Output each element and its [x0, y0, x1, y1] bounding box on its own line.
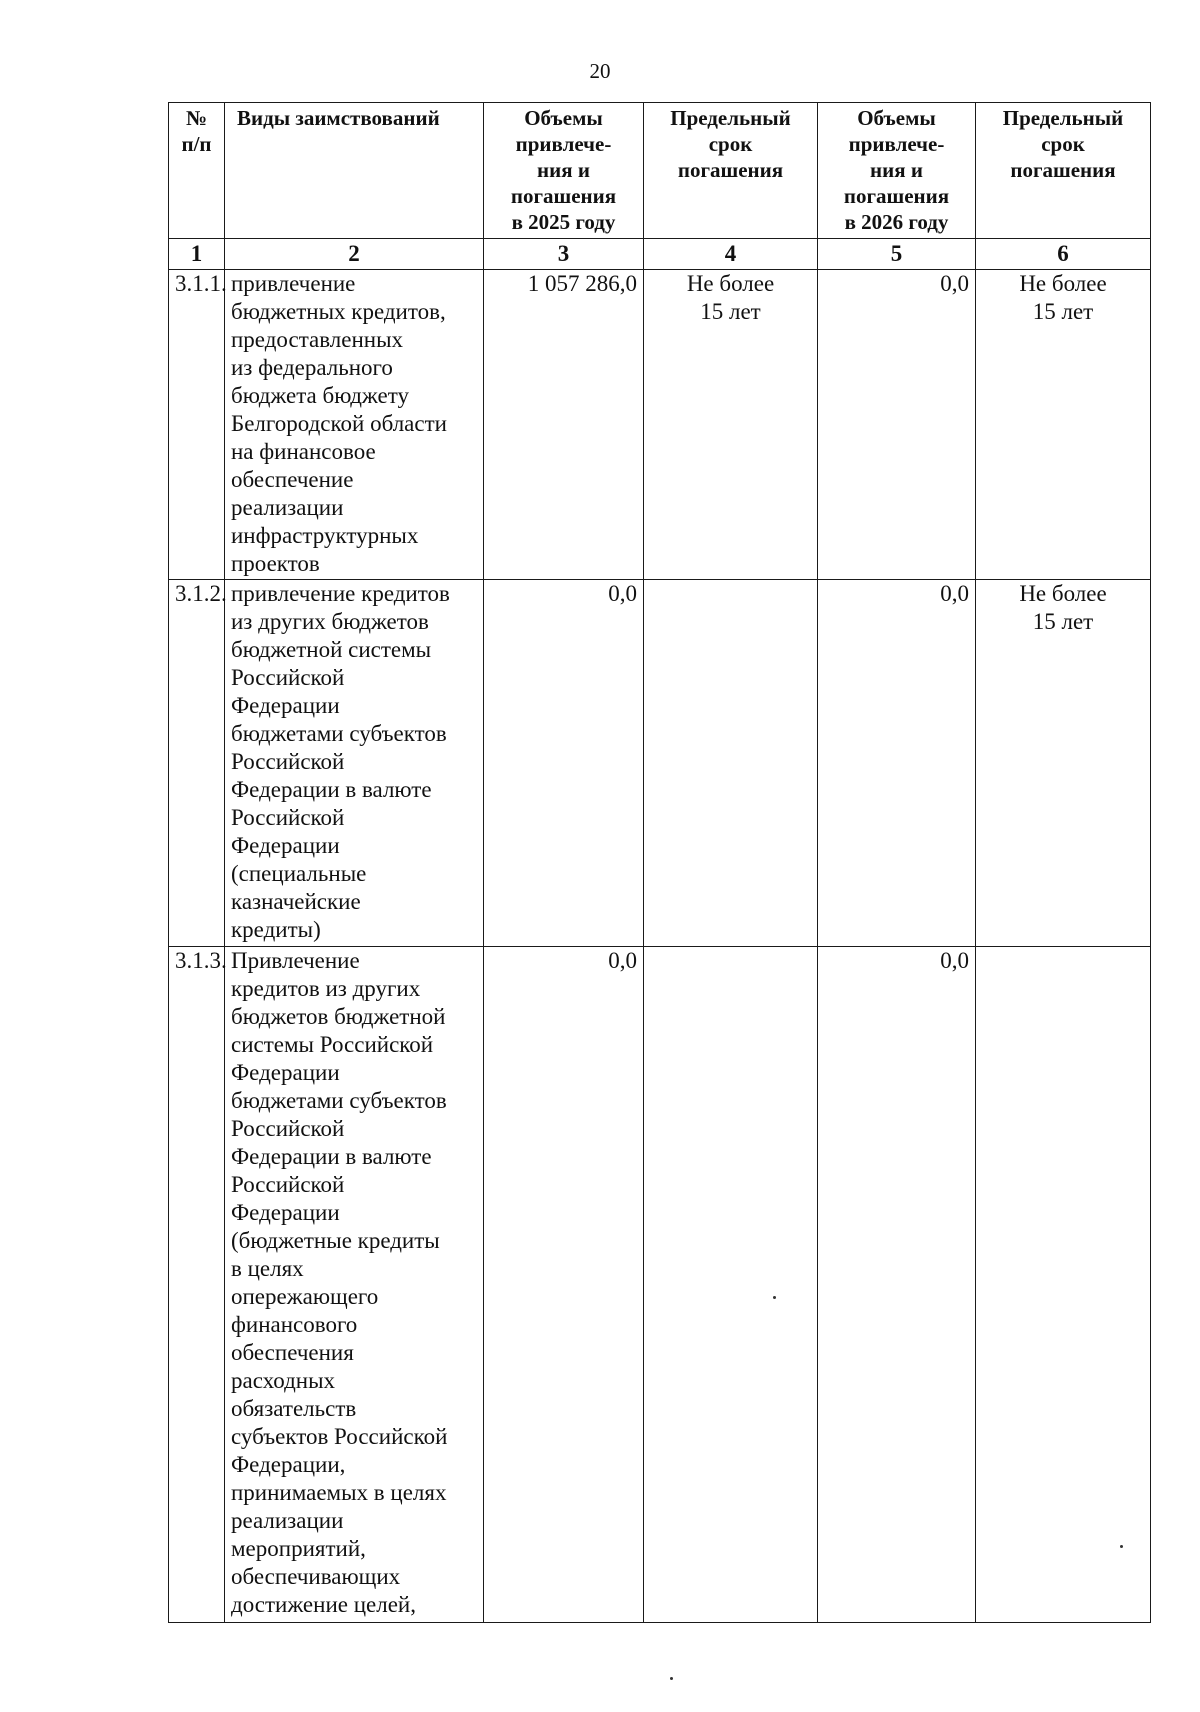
scan-speck [773, 1296, 776, 1299]
column-number: 6 [976, 239, 1151, 270]
column-number: 5 [818, 239, 976, 270]
row-amount-2026: 0,0 [818, 580, 976, 947]
row-amount-2025: 1 057 286,0 [484, 270, 644, 580]
header-number: № п/п [169, 103, 225, 239]
table-header-row [169, 103, 1151, 239]
column-number: 1 [169, 239, 225, 270]
header-amount-2026: Объемы привлече- ния и погашения в 2026 году [818, 103, 976, 239]
column-number-row [169, 239, 1151, 270]
row-index: 3.1.3. [169, 947, 225, 1623]
table-row [169, 270, 1151, 580]
row-index: 3.1.2. [169, 580, 225, 947]
row-term-2025: Не более 15 лет [644, 270, 818, 580]
row-borrowing-kind: привлечение кредитов из других бюджетов бюджетной системы Российской Федерации бюджетами субъектов Российской Федерации в валюте Российской Федерации (специальные казначейские кредиты) [225, 580, 484, 947]
column-number: 4 [644, 239, 818, 270]
page-number: 20 [589, 59, 611, 83]
header-term-2025: Предельный срок погашения [644, 103, 818, 239]
row-amount-2026: 0,0 [818, 947, 976, 1623]
table-row [169, 580, 1151, 947]
row-amount-2026: 0,0 [818, 270, 976, 580]
header-term-2026: Предельный срок погашения [976, 103, 1151, 239]
borrowings-table [168, 102, 1151, 1623]
row-term-2025 [644, 947, 818, 1623]
row-borrowing-kind: Привлечение кредитов из других бюджетов бюджетной системы Российской Федерации бюджетами субъектов Российской Федерации в валюте Российской Федерации (бюджетные кредиты в целях опережающего финансового обеспечения расходных обязательств субъектов Российской Федерации, принимаемых в целях реализации мероприятий, обеспечивающих достижение целей, [225, 947, 484, 1623]
row-amount-2025: 0,0 [484, 580, 644, 947]
row-term-2026: Не более 15 лет [976, 270, 1151, 580]
row-term-2026 [976, 947, 1151, 1623]
row-amount-2025: 0,0 [484, 947, 644, 1623]
row-borrowing-kind: привлечение бюджетных кредитов, предоставленных из федерального бюджета бюджету Белгородской области на финансовое обеспечение реализации инфраструктурных проектов [225, 270, 484, 580]
row-term-2026: Не более 15 лет [976, 580, 1151, 947]
scan-speck [670, 1677, 673, 1680]
column-number: 3 [484, 239, 644, 270]
header-borrowing-kind: Виды заимствований [225, 103, 484, 239]
row-index: 3.1.1. [169, 270, 225, 580]
scan-speck [1120, 1545, 1123, 1548]
row-term-2025 [644, 580, 818, 947]
table-row [169, 947, 1151, 1623]
header-amount-2025: Объемы привлече- ния и погашения в 2025 году [484, 103, 644, 239]
column-number: 2 [225, 239, 484, 270]
